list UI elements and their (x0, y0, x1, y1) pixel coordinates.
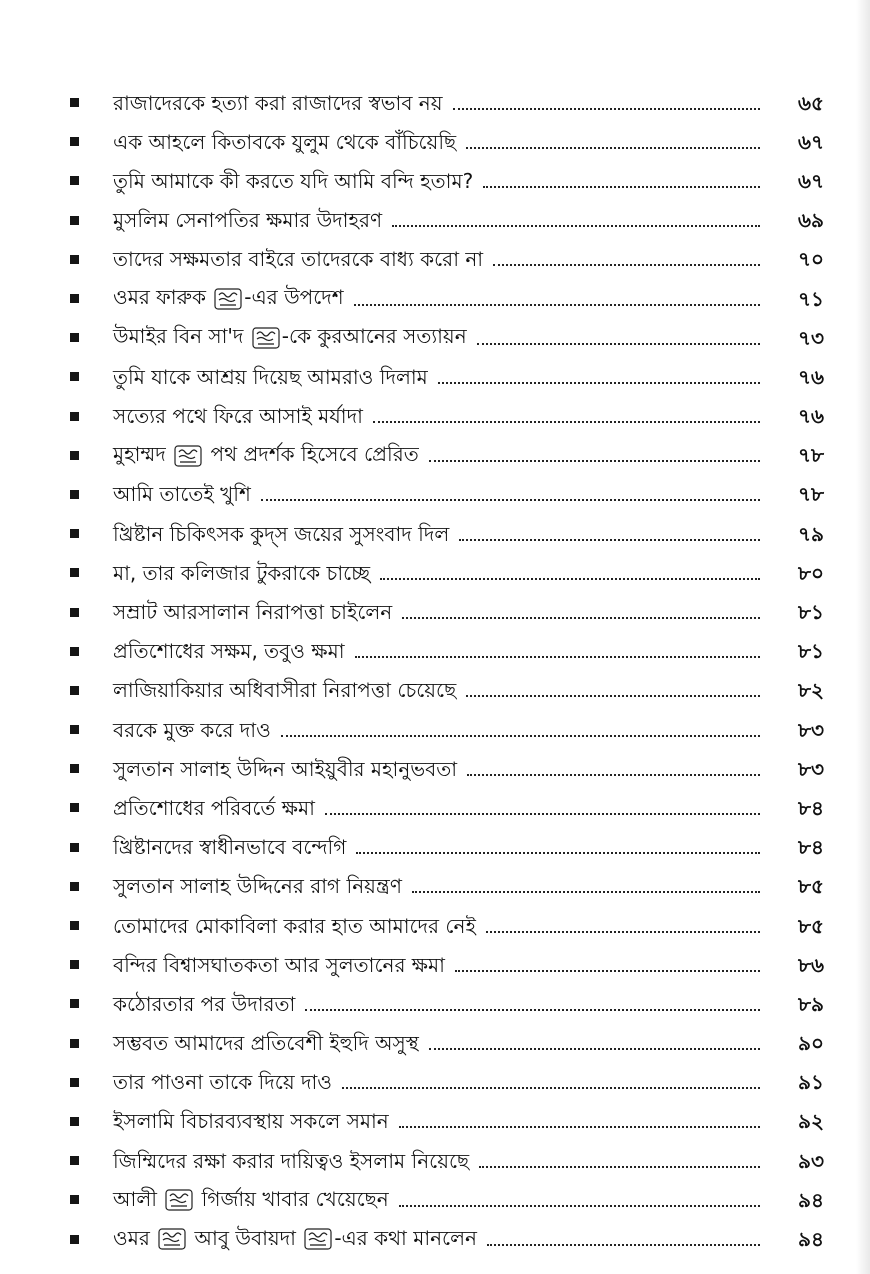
toc-row (64, 906, 824, 945)
toc-title (113, 991, 296, 1016)
bullet-icon (70, 98, 79, 107)
toc-title-text: -এর উপদেশ (244, 285, 344, 310)
page-number: ৮৩ (798, 756, 824, 781)
toc-title (113, 482, 251, 507)
toc-title-text: খ্রিষ্টানদের স্বাধীনভাবে বন্দেগি (113, 835, 347, 860)
toc-title (113, 1148, 470, 1173)
bullet-icon (70, 372, 79, 381)
toc-title (113, 1109, 389, 1134)
toc-title-text: আলী (113, 1186, 164, 1211)
toc-title-text: প্রতিশোধের সক্ষম, তবুও ক্ষমা (113, 639, 345, 664)
dot-leader (354, 304, 760, 306)
toc-row (64, 1219, 824, 1258)
page-number: ৭১ (798, 286, 824, 311)
toc-title-text: লাজিয়াকিয়ার অধিবাসীরা নিরাপত্তা চেয়েছে (113, 678, 457, 703)
bullet-icon (70, 608, 79, 617)
toc-title-text: বরকে মুক্ত করে দাও (113, 717, 271, 742)
toc-title (113, 326, 467, 349)
toc-row (64, 318, 824, 357)
toc-title-text: তুমি আমাকে কী করতে যদি আমি বন্দি হতাম? (113, 168, 474, 193)
page-number: ৮৪ (798, 795, 824, 820)
dot-leader (399, 1126, 760, 1128)
toc-title (113, 1225, 477, 1251)
toc-title (113, 913, 476, 938)
toc-title-text: সুলতান সালাহ উদ্দিনের রাগ নিয়ন্ত্রণ (113, 874, 402, 899)
page-number: ৬৭ (797, 168, 824, 193)
toc-title-text: জিম্মিদের রক্ষা করার দায়িত্বও ইসলাম নিয়েছে (113, 1148, 470, 1173)
page-number: ৯০ (798, 1031, 824, 1056)
bullet-icon (70, 999, 79, 1008)
toc-row (64, 632, 824, 671)
toc-title (113, 208, 383, 233)
bullet-icon (70, 1039, 79, 1048)
toc-title-text: তোমাদের মোকাবিলা করার হাত আমাদের নেই (113, 913, 476, 938)
toc-title-text: পথ প্রদর্শক হিসেবে প্রেরিত (204, 442, 419, 467)
table-of-contents (64, 83, 824, 1259)
toc-row (64, 828, 824, 867)
toc-title (113, 287, 344, 310)
dot-leader (402, 617, 760, 619)
page-number: ৬৭ (797, 129, 824, 154)
page-number: ৭৮ (798, 443, 824, 468)
toc-title-text: খ্রিষ্টান চিকিৎসক কুদ্স জয়ের সুসংবাদ দিল (113, 521, 450, 546)
dot-leader (380, 578, 760, 580)
radiallahu-anhu-calligraphy-icon (165, 1189, 193, 1211)
bullet-icon (70, 294, 79, 303)
page-number: ৯৪ (798, 1187, 824, 1212)
dot-leader (486, 931, 760, 933)
toc-title (113, 521, 450, 546)
bullet-icon (70, 1117, 79, 1126)
page-number: ৯১ (798, 1070, 824, 1095)
page-number: ৮৪ (798, 835, 824, 860)
toc-title (113, 678, 457, 703)
page-number: ৮০ (798, 560, 824, 585)
toc-title-text: তুমি যাকে আশ্রয় দিয়েছ আমরাও দিলাম (113, 364, 428, 389)
toc-row (64, 788, 824, 827)
page-number: ৬৯ (798, 208, 824, 233)
toc-title (113, 795, 315, 820)
toc-row (64, 1024, 824, 1063)
page-number: ৯৩ (798, 1148, 824, 1173)
dot-leader (429, 460, 760, 462)
page-number: ৯৪ (798, 1227, 824, 1252)
toc-title (113, 1070, 332, 1095)
toc-row (64, 122, 824, 161)
dot-leader (281, 735, 760, 737)
toc-title-text: -কে কুরআনের সত্যায়ন (281, 324, 467, 349)
toc-row (64, 514, 824, 553)
toc-title-text: সত্যের পথে ফিরে আসাই মর্যাদা (113, 404, 363, 429)
dot-leader (479, 1166, 760, 1168)
bullet-icon (70, 882, 79, 891)
bullet-icon (70, 803, 79, 812)
bullet-icon (70, 216, 79, 225)
dot-leader (412, 891, 760, 893)
bullet-icon (70, 412, 79, 421)
dot-leader (429, 1048, 760, 1050)
toc-title-text: কঠোরতার পর উদারতা (113, 991, 296, 1016)
toc-title (113, 444, 419, 467)
dot-leader (453, 108, 760, 110)
toc-title (113, 835, 347, 860)
page-number: ৭৬ (797, 404, 824, 429)
bullet-icon (70, 137, 79, 146)
bullet-icon (70, 176, 79, 185)
toc-title-text: তাদের সক্ষমতার বাইরে তাদেরকে বাধ্য করো না (113, 247, 484, 272)
toc-row (64, 201, 824, 240)
toc-title-text: ওমর (113, 1225, 157, 1250)
toc-row (64, 592, 824, 631)
toc-row (64, 710, 824, 749)
toc-title-text: -এর কথা মানলেন (334, 1225, 477, 1250)
toc-title (113, 560, 371, 585)
bullet-icon (70, 725, 79, 734)
toc-title-text: প্রতিশোধের পরিবর্তে ক্ষমা (113, 795, 315, 820)
bullet-icon (70, 686, 79, 695)
bullet-icon (70, 921, 79, 930)
toc-title-text: বন্দির বিশ্বাসঘাতকতা আর সুলতানের ক্ষমা (113, 952, 445, 977)
toc-title (113, 952, 445, 977)
dot-leader (392, 225, 760, 227)
dot-leader (477, 343, 760, 345)
toc-row (64, 553, 824, 592)
toc-row (64, 1180, 824, 1219)
toc-title (113, 168, 474, 193)
dot-leader (487, 1244, 760, 1246)
toc-row (64, 984, 824, 1023)
toc-title-text: মা, তার কলিজার টুকরাকে চাচ্ছে (113, 560, 371, 585)
dot-leader (459, 539, 760, 541)
radiallahu-anhu-calligraphy-icon (214, 288, 242, 310)
toc-row (64, 475, 824, 514)
page-number: ৭৩ (797, 325, 824, 350)
page-number: ৮২ (798, 678, 824, 703)
toc-row (64, 357, 824, 396)
dot-leader (342, 1087, 760, 1089)
dot-leader (355, 656, 761, 658)
toc-title-text: আমি তাতেই খুশি (113, 482, 251, 507)
toc-title-text: রাজাদেরকে হত্যা করা রাজাদের স্বভাব নয় (113, 90, 443, 115)
toc-title (113, 1031, 419, 1056)
dot-leader (373, 421, 760, 423)
sallallahu-alaihi-wasallam-calligraphy-icon (174, 445, 202, 467)
toc-row (64, 161, 824, 200)
bullet-icon (70, 1195, 79, 1204)
toc-row (64, 867, 824, 906)
bullet-icon (70, 490, 79, 499)
toc-title-text: ইসলামি বিচারব্যবস্থায় সকলে সমান (113, 1109, 389, 1134)
toc-title-text: আবু উবায়দা (188, 1225, 303, 1250)
page-number: ৮৯ (798, 991, 824, 1016)
bullet-icon (70, 451, 79, 460)
dot-leader (438, 382, 760, 384)
dot-leader (466, 695, 760, 697)
toc-title-text: মুহাম্মদ (113, 442, 173, 467)
toc-title-text: সম্ভবত আমাদের প্রতিবেশী ইহুদি অসুস্থ (113, 1031, 419, 1056)
bullet-icon (70, 764, 79, 773)
toc-row (64, 1141, 824, 1180)
toc-row (64, 436, 824, 475)
toc-title (113, 404, 363, 429)
dot-leader (493, 264, 760, 266)
toc-row (64, 749, 824, 788)
bullet-icon (70, 1156, 79, 1165)
page-number: ৭৮ (798, 482, 824, 507)
radiallahu-anhu-calligraphy-icon (252, 327, 280, 349)
page-number: ৮৬ (798, 952, 824, 977)
bullet-icon (70, 1078, 79, 1087)
page-number: ৭৬ (797, 364, 824, 389)
page-edge-shadow (856, 0, 870, 1274)
toc-row (64, 279, 824, 318)
toc-title (113, 600, 393, 625)
toc-title-text: সম্রাট আরসালান নিরাপত্তা চাইলেন (113, 600, 393, 625)
toc-title (113, 717, 271, 742)
bullet-icon (70, 843, 79, 852)
page-number: ৮১ (798, 639, 824, 664)
bullet-icon (70, 647, 79, 656)
toc-row (64, 945, 824, 984)
radiallahu-anhu-calligraphy-icon (158, 1228, 186, 1250)
dot-leader (455, 970, 760, 972)
page-number: ৭০ (797, 247, 824, 272)
toc-row (64, 1102, 824, 1141)
toc-title-text: গির্জায় খাবার খেয়েছেন (195, 1186, 389, 1211)
dot-leader (466, 147, 760, 149)
page-number: ৮১ (798, 600, 824, 625)
toc-title-text: সুলতান সালাহ উদ্দিন আইয়ুবীর মহানুভবতা (113, 756, 458, 781)
toc-row (64, 240, 824, 279)
toc-title (113, 90, 443, 115)
toc-row (64, 397, 824, 436)
toc-title-text: মুসলিম সেনাপতির ক্ষমার উদাহরণ (113, 208, 383, 233)
dot-leader (261, 499, 760, 501)
toc-row (64, 1063, 824, 1102)
page-number: ৭৯ (798, 521, 824, 546)
page-number: ৮৫ (798, 874, 824, 899)
radiallahu-anhu-calligraphy-icon (304, 1228, 332, 1250)
toc-title-text: ওমর ফারুক (113, 285, 213, 310)
toc-title (113, 639, 345, 664)
bullet-icon (70, 568, 79, 577)
dot-leader (356, 852, 760, 854)
toc-title (113, 364, 428, 389)
bullet-icon (70, 255, 79, 264)
dot-leader (399, 1205, 760, 1207)
toc-title (113, 129, 457, 154)
page-number: ৬৫ (798, 90, 824, 115)
toc-title-text: তার পাওনা তাকে দিয়ে দাও (113, 1070, 332, 1095)
dot-leader (305, 1009, 760, 1011)
page-number: ৮৫ (798, 913, 824, 938)
page-number: ৮৩ (798, 717, 824, 742)
dot-leader (467, 774, 760, 776)
toc-row (64, 83, 824, 122)
bullet-icon (70, 1235, 79, 1244)
toc-title (113, 247, 484, 272)
dot-leader (483, 186, 760, 188)
toc-title-text: উমাইর বিন সা'দ (113, 324, 250, 349)
toc-title (113, 1186, 389, 1212)
bullet-icon (70, 529, 79, 538)
toc-title (113, 874, 402, 899)
toc-title (113, 756, 458, 781)
bullet-icon (70, 333, 79, 342)
toc-row (64, 671, 824, 710)
dot-leader (325, 813, 760, 815)
bullet-icon (70, 960, 79, 969)
page-number: ৯২ (798, 1109, 824, 1134)
toc-title-text: এক আহলে কিতাবকে যুলুম থেকে বাঁচিয়েছি (113, 129, 457, 154)
